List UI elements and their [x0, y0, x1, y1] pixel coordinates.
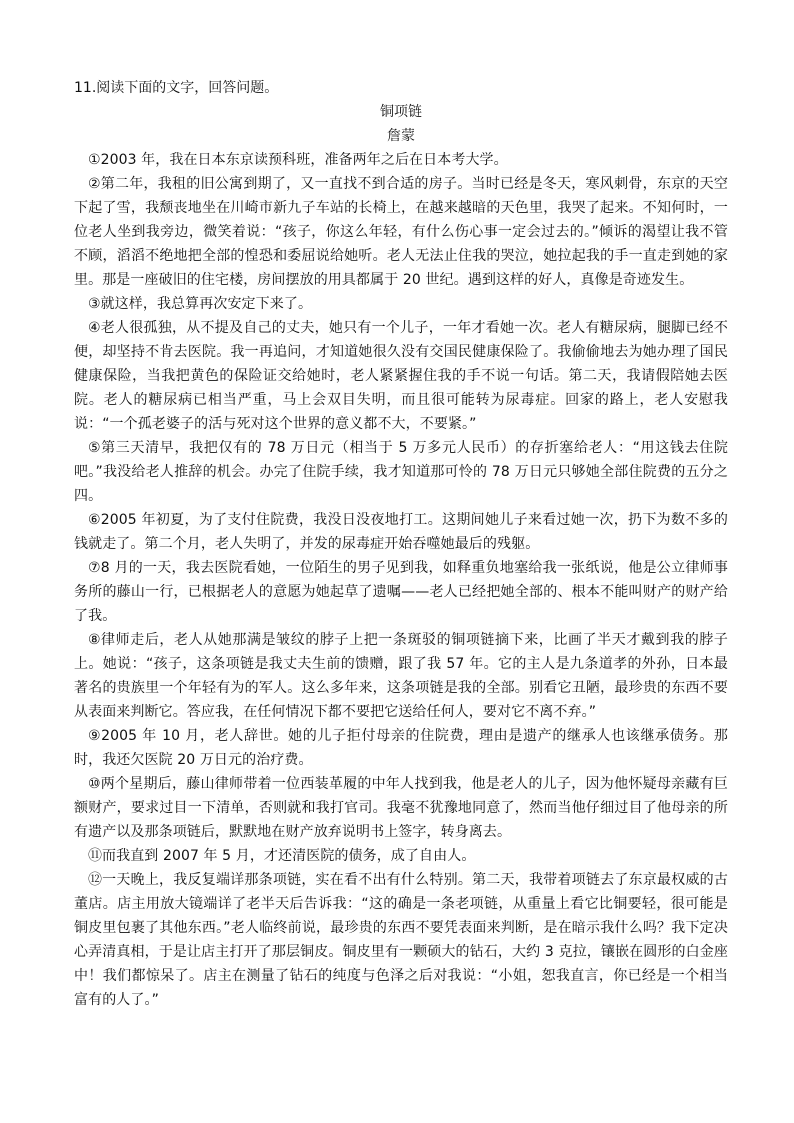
paragraph-text: 两个星期后，藤山律师带着一位西装革履的中年人找到我，他是老人的儿子，因为他怀疑母亲藏有巨额财产，要求过目一下清单，否则就和我打官司。我毫不犹豫地同意了，然而当他仔细过目了他母亲的所有遗产以及那条项链后，默默地在财产放弃说明书上签字，转身离去。: [74, 776, 728, 840]
paragraph-text: 第三天清早，我把仅有的 78 万日元（相当于 5 万多元人民币）的存折塞给老人：“用这钱去住院吧。”我没给老人推辞的机会。办完了住院手续，我才知道那可怜的 78 万日元只够她全部住院费的五分之四。: [74, 440, 728, 504]
paragraph-10: [74, 772, 728, 844]
paragraph-text: 律师走后，老人从她那满是皱纹的脖子上把一条斑驳的铜项链摘下来，比画了半天才戴到我的脖子上。她说：“孩子，这条项链是我丈夫生前的馈赠，跟了我 57 年。它的主人是九条道孝的外孙，日本最著名的贵族里一个年轻有为的军人。这么多年来，这条项链是我的全部。别看它丑陋，最珍贵的东西不要从表面来判断它。答应我，在任何情况下都不要把它送给任何人，要对它不离不弃。”: [74, 632, 728, 720]
paragraph-number: ④: [88, 320, 101, 336]
paragraph-3: [74, 292, 728, 316]
paragraph-number: ⑥: [88, 512, 101, 528]
paragraph-9: [74, 724, 728, 772]
paragraph-text: 就这样，我总算再次安定下来了。: [100, 296, 313, 312]
paragraph-6: [74, 508, 728, 556]
paragraph-text: 2005 年 10 月，老人辞世。她的儿子拒付母亲的住院费，理由是遗产的继承人也该继承债务。那时，我还欠医院 20 万日元的治疗费。: [74, 728, 728, 768]
paragraph-text: 老人很孤独，从不提及自己的丈夫，她只有一个儿子，一年才看她一次。老人有糖尿病，腿脚已经不便，却坚持不肯去医院。我一再追问，才知道她很久没有交国民健康保险了。我偷偷地去为她办理了国民健康保险，当我把黄色的保险证交给她时，老人紧紧握住我的手不说一句话。第二天，我请假陪她去医院。老人的糖尿病已相当严重，马上会双目失明，而且很可能转为尿毒症。回家的路上，老人安慰我说：“一个孤老婆子的活与死对这个世界的意义都不大，不要紧。”: [74, 320, 728, 432]
document-content: [74, 76, 728, 1012]
paragraph-text: 2005 年初夏，为了支付住院费，我没日没夜地打工。这期间她儿子来看过她一次，扔下为数不多的钱就走了。第二个月，老人失明了，并发的尿毒症开始吞噬她最后的残躯。: [74, 512, 728, 552]
paragraph-number: ⑦: [88, 560, 101, 576]
article-title: 铜项链: [380, 104, 422, 120]
paragraph-number: ③: [88, 296, 101, 312]
paragraph-2: [74, 172, 728, 292]
paragraph-number: ⑩: [88, 776, 101, 792]
paragraph-12: [74, 868, 728, 1012]
paragraph-7: [74, 556, 728, 628]
paragraph-number: ⑫: [88, 872, 103, 888]
paragraph-number: ⑤: [88, 440, 102, 456]
paragraph-5: [74, 436, 728, 508]
paragraph-number: ⑧: [88, 632, 102, 648]
paragraph-text: 第二年，我租的旧公寓到期了，又一直找不到合适的房子。当时已经是冬天，寒风刺骨，东京的天空下起了雪，我颓丧地坐在川崎市新九子车站的长椅上，在越来越暗的天色里，我哭了起来。不知何时，一位老人坐到我旁边，微笑着说：“孩子，你这么年轻，有什么伤心事一定会过去的。”倾诉的渴望让我不管不顾，滔滔不绝地把全部的惶恐和委屈说给她听。老人无法止住我的哭泣，她拉起我的手一直走到她的家里。那是一座破旧的住宅楼，房间摆放的用具都属于 20 世纪。遇到这样的好人，真像是奇迹发生。: [74, 176, 728, 288]
paragraph-1: [74, 148, 728, 172]
paragraph-11: [74, 844, 728, 868]
paragraph-number: ②: [88, 176, 101, 192]
article-author: 詹蒙: [387, 128, 415, 144]
paragraph-text: 而我直到 2007 年 5 月，才还清医院的债务，成了自由人。: [102, 848, 476, 864]
paragraph-text: 8 月的一天，我去医院看她，一位陌生的男子见到我，如释重负地塞给我一张纸说，他是公立律师事务所的藤山一行，已根据老人的意愿为她起草了遗嘱——老人已经把她全部的、根本不能叫财产的财产给了我。: [74, 560, 728, 624]
paragraph-8: [74, 628, 728, 724]
paragraph-text: 一天晚上，我反复端详那条项链，实在看不出有什么特别。第二天，我带着项链去了东京最权威的古董店。店主用放大镜端详了老半天后告诉我：“这的确是一条老项链，从重量上看它比铜要轻，很可能是铜皮里包裹了其他东西。”老人临终前说，最珍贵的东西不要凭表面来判断，是在暗示我什么吗？我下定决心弄清真相，于是让店主打开了那层铜皮。铜皮里有一颗硕大的钻石，大约 3 克拉，镶嵌在圆形的白金座中！我们都惊呆了。店主在测量了钻石的纯度与色泽之后对我说：“小姐，恕我直言，你已经是一个相当富有的人了。”: [74, 872, 729, 1008]
paragraph-text: 2003 年，我在日本东京读预科班，准备两年之后在日本考大学。: [100, 152, 508, 168]
question-prompt: 11.阅读下面的文字，回答问题。: [74, 80, 279, 96]
paragraph-number: ⑪: [88, 848, 102, 864]
paragraph-number: ①: [88, 152, 101, 168]
paragraph-number: ⑨: [88, 728, 102, 744]
paragraph-4: [74, 316, 728, 436]
